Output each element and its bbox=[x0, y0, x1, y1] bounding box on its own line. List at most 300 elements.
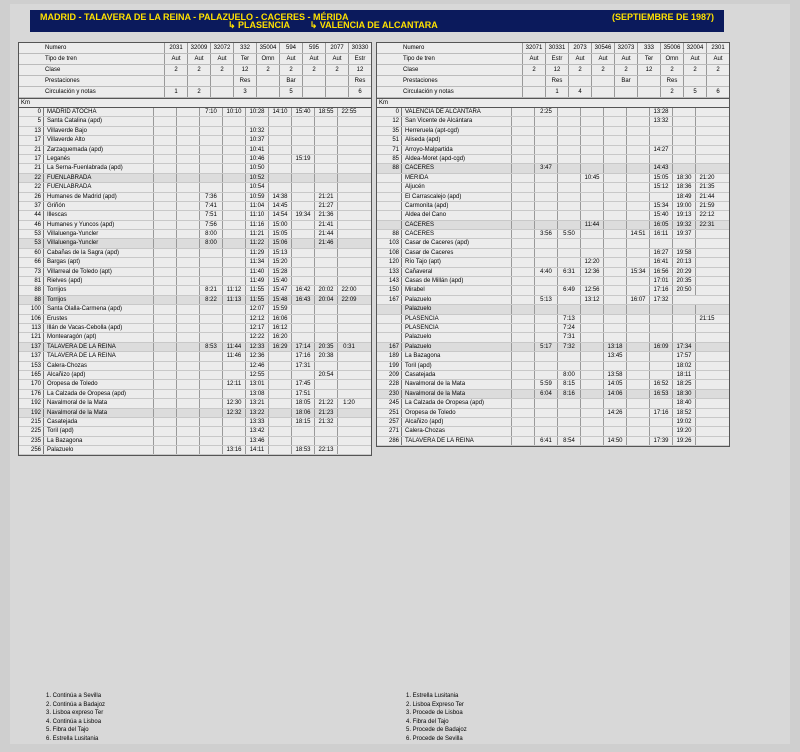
station-name: MÉRIDA bbox=[401, 174, 511, 182]
time-cells bbox=[511, 230, 729, 238]
time-cell: 12:20 bbox=[580, 258, 603, 266]
header-cell: 2 bbox=[256, 65, 279, 75]
time-cell bbox=[511, 268, 534, 276]
time-cell bbox=[557, 164, 580, 172]
station-name: PLASENCIA bbox=[401, 315, 511, 323]
km-cell: 51 bbox=[392, 137, 399, 144]
time-cell bbox=[649, 418, 672, 426]
station-name: Toril (apd) bbox=[401, 362, 511, 370]
time-cell: 13:33 bbox=[245, 418, 268, 426]
header-cell: 2031 bbox=[164, 43, 187, 53]
time-cell: 22:09 bbox=[337, 296, 360, 304]
time-cells bbox=[153, 239, 371, 247]
station-name: Cabañas de la Sagra (apd) bbox=[43, 249, 153, 257]
station-name: Palazuelo bbox=[401, 305, 511, 313]
time-cell bbox=[557, 202, 580, 210]
header-cell: 2 bbox=[210, 65, 233, 75]
station-name: Toril (apd) bbox=[43, 427, 153, 435]
time-cell bbox=[695, 108, 718, 116]
header-cell: Ter bbox=[637, 54, 660, 64]
time-cell bbox=[603, 183, 626, 191]
time-cell bbox=[626, 390, 649, 398]
time-cell bbox=[153, 155, 176, 163]
time-cell bbox=[603, 286, 626, 294]
time-cell bbox=[580, 315, 603, 323]
station-name: Palazuelo bbox=[401, 296, 511, 304]
time-cells bbox=[511, 277, 729, 285]
note-item: 4. Continúa a Lisboa bbox=[46, 718, 102, 725]
time-cell: 12:56 bbox=[580, 286, 603, 294]
time-cell: 11:46 bbox=[222, 352, 245, 360]
time-cell bbox=[245, 117, 268, 125]
station-name: Calera-Chozas bbox=[43, 362, 153, 370]
time-cell: 14:54 bbox=[268, 211, 291, 219]
time-cell bbox=[291, 277, 314, 285]
time-cell: 8:15 bbox=[557, 380, 580, 388]
station-name: Palazuelo bbox=[401, 333, 511, 341]
time-cell bbox=[603, 230, 626, 238]
time-cell bbox=[268, 446, 291, 454]
time-cell: 20:38 bbox=[314, 352, 337, 360]
time-cell bbox=[511, 108, 534, 116]
station-row bbox=[19, 202, 371, 211]
time-cell: 22:31 bbox=[695, 221, 718, 229]
time-cell bbox=[268, 164, 291, 172]
time-cell bbox=[199, 183, 222, 191]
time-cell: 19:26 bbox=[672, 437, 695, 445]
km-cell: 46 bbox=[34, 221, 41, 228]
time-cell bbox=[291, 268, 314, 276]
time-cell: 13:42 bbox=[245, 427, 268, 435]
time-cell bbox=[603, 268, 626, 276]
time-cell: 10:32 bbox=[245, 127, 268, 135]
time-cell bbox=[649, 193, 672, 201]
time-cell: 19:13 bbox=[672, 211, 695, 219]
station-row bbox=[19, 399, 371, 408]
time-cell bbox=[199, 268, 222, 276]
time-cell: 21:32 bbox=[314, 418, 337, 426]
time-cell bbox=[222, 258, 245, 266]
km-cell: 26 bbox=[34, 193, 41, 200]
time-cells bbox=[153, 108, 371, 116]
header-cell: Res bbox=[348, 76, 371, 86]
time-cell: 15:34 bbox=[649, 202, 672, 210]
km-cell: 150 bbox=[388, 287, 399, 294]
station-row bbox=[377, 333, 729, 342]
time-cell: 21:27 bbox=[314, 202, 337, 210]
time-cell: 15:40 bbox=[649, 211, 672, 219]
time-cell bbox=[268, 437, 291, 445]
header-cell: Aut bbox=[187, 54, 210, 64]
time-cell bbox=[337, 324, 360, 332]
time-cell bbox=[222, 183, 245, 191]
time-cell: 15:00 bbox=[268, 221, 291, 229]
header-cell: Res bbox=[233, 76, 256, 86]
time-cell bbox=[557, 249, 580, 257]
time-cell: 16:09 bbox=[649, 343, 672, 351]
time-cells bbox=[511, 164, 729, 172]
time-cell: 5:17 bbox=[534, 343, 557, 351]
station-name: TALAVERA DE LA REINA bbox=[43, 352, 153, 360]
station-row bbox=[19, 239, 371, 248]
header-cell: 32004 bbox=[683, 43, 706, 53]
time-cell bbox=[153, 127, 176, 135]
time-cell bbox=[337, 258, 360, 266]
time-cell: 16:27 bbox=[649, 249, 672, 257]
time-cell: 22:00 bbox=[337, 286, 360, 294]
time-cell bbox=[580, 164, 603, 172]
header-cell: 12 bbox=[545, 65, 568, 75]
time-cell: 15:12 bbox=[649, 183, 672, 191]
header-cell: 333 bbox=[637, 43, 660, 53]
station-row bbox=[19, 296, 371, 305]
time-cells bbox=[511, 437, 729, 445]
time-cell bbox=[557, 352, 580, 360]
km-cell: 257 bbox=[388, 418, 399, 425]
time-cells bbox=[153, 277, 371, 285]
time-cell bbox=[268, 399, 291, 407]
time-cell bbox=[672, 239, 695, 247]
time-cell bbox=[580, 409, 603, 417]
time-cell bbox=[557, 193, 580, 201]
station-row bbox=[377, 258, 729, 267]
time-cells bbox=[511, 117, 729, 125]
time-cell: 15:28 bbox=[268, 268, 291, 276]
time-cell: 21:41 bbox=[314, 221, 337, 229]
note-item: 6. Estrella Lusitania bbox=[46, 735, 99, 742]
station-row bbox=[377, 268, 729, 277]
time-cell bbox=[153, 333, 176, 341]
time-cell bbox=[511, 333, 534, 341]
km-cell: 103 bbox=[388, 240, 399, 247]
station-row bbox=[19, 437, 371, 446]
time-cell bbox=[176, 324, 199, 332]
header-cell: Ter bbox=[233, 54, 256, 64]
station-name: Navalmoral de la Mata bbox=[401, 380, 511, 388]
time-cell bbox=[695, 155, 718, 163]
time-cell bbox=[580, 277, 603, 285]
station-name: Leganés bbox=[43, 155, 153, 163]
time-cell bbox=[511, 324, 534, 332]
time-cell bbox=[199, 174, 222, 182]
time-cell bbox=[511, 371, 534, 379]
time-cell: 7:32 bbox=[557, 343, 580, 351]
time-cell bbox=[291, 146, 314, 154]
time-cell: 12:30 bbox=[222, 399, 245, 407]
time-cell bbox=[534, 221, 557, 229]
time-cell bbox=[199, 390, 222, 398]
time-cell: 15:59 bbox=[268, 305, 291, 313]
header-label: Prestaciones bbox=[403, 78, 438, 84]
time-cell bbox=[649, 333, 672, 341]
time-cell: 8:21 bbox=[199, 286, 222, 294]
station-name: Rielves (apd) bbox=[43, 277, 153, 285]
time-cell: 20:29 bbox=[672, 268, 695, 276]
time-cell: 7:13 bbox=[557, 315, 580, 323]
station-row bbox=[19, 315, 371, 324]
time-cell bbox=[176, 117, 199, 125]
time-cells bbox=[511, 258, 729, 266]
station-row bbox=[19, 305, 371, 314]
time-cell: 21:44 bbox=[314, 230, 337, 238]
header-values bbox=[164, 87, 371, 97]
time-cell: 7:56 bbox=[199, 221, 222, 229]
time-cell: 12:07 bbox=[245, 305, 268, 313]
time-cell bbox=[511, 174, 534, 182]
station-name: Alcañizo (apd) bbox=[43, 371, 153, 379]
time-cell: 17:14 bbox=[291, 343, 314, 351]
time-cell: 19:34 bbox=[291, 211, 314, 219]
time-cells bbox=[153, 315, 371, 323]
header-cell: Aut bbox=[210, 54, 233, 64]
time-cell bbox=[176, 352, 199, 360]
time-cells bbox=[153, 427, 371, 435]
time-cell: 13:18 bbox=[603, 343, 626, 351]
time-cell: 20:04 bbox=[314, 296, 337, 304]
time-cell bbox=[672, 315, 695, 323]
time-cell bbox=[695, 390, 718, 398]
time-cell: 21:46 bbox=[314, 239, 337, 247]
station-row bbox=[19, 249, 371, 258]
time-cell bbox=[511, 427, 534, 435]
time-cell: 21:15 bbox=[695, 315, 718, 323]
time-cell bbox=[199, 427, 222, 435]
time-cell bbox=[626, 371, 649, 379]
time-cell bbox=[268, 371, 291, 379]
station-name: La Calzada de Oropesa (apd) bbox=[401, 399, 511, 407]
station-row bbox=[377, 437, 729, 446]
station-name: FUENLABRADA bbox=[43, 174, 153, 182]
note-item: 4. Fibra del Tajo bbox=[406, 718, 449, 725]
time-cell: 12:33 bbox=[245, 343, 268, 351]
km-cell: 53 bbox=[34, 231, 41, 238]
time-cell bbox=[626, 333, 649, 341]
time-cell: 7:41 bbox=[199, 202, 222, 210]
time-cell bbox=[153, 193, 176, 201]
station-name: Casar de Caceres (apd) bbox=[401, 239, 511, 247]
station-row bbox=[19, 258, 371, 267]
time-cell bbox=[268, 174, 291, 182]
time-cell bbox=[557, 399, 580, 407]
time-cell bbox=[557, 136, 580, 144]
time-cell: 19:32 bbox=[672, 221, 695, 229]
km-cell: 100 bbox=[30, 306, 41, 313]
time-cells bbox=[153, 117, 371, 125]
time-cell bbox=[695, 117, 718, 125]
km-cell: 17 bbox=[34, 155, 41, 162]
station-row bbox=[377, 286, 729, 295]
header-cell: Aut bbox=[614, 54, 637, 64]
station-row bbox=[19, 343, 371, 352]
time-cell bbox=[337, 221, 360, 229]
header-cell bbox=[302, 76, 325, 86]
km-cell: 167 bbox=[388, 343, 399, 350]
time-cell bbox=[153, 362, 176, 370]
km-cell: 189 bbox=[388, 353, 399, 360]
time-cell bbox=[580, 343, 603, 351]
time-cell bbox=[222, 305, 245, 313]
time-cell bbox=[291, 193, 314, 201]
time-cell bbox=[222, 390, 245, 398]
station-row bbox=[19, 286, 371, 295]
header-cell: 5 bbox=[279, 87, 302, 97]
time-cell bbox=[153, 202, 176, 210]
time-cell: 16:05 bbox=[649, 221, 672, 229]
time-cell bbox=[672, 155, 695, 163]
time-cell bbox=[199, 258, 222, 266]
time-cell bbox=[337, 390, 360, 398]
time-cell bbox=[672, 164, 695, 172]
time-cell bbox=[557, 296, 580, 304]
note-item: 3. Lisboa expreso Ter bbox=[46, 710, 104, 716]
time-cell: 17:16 bbox=[291, 352, 314, 360]
header-cell: Aut bbox=[522, 54, 545, 64]
time-cell bbox=[626, 146, 649, 154]
header-label: Prestaciones bbox=[45, 78, 80, 84]
header-cell: 32073 bbox=[614, 43, 637, 53]
time-cell: 17:16 bbox=[649, 409, 672, 417]
station-name: Casar de Caceres bbox=[401, 249, 511, 257]
time-cell bbox=[337, 333, 360, 341]
time-cell bbox=[580, 136, 603, 144]
station-name: VALENCIA DE ALCÁNTARA bbox=[401, 108, 511, 116]
time-cell bbox=[603, 296, 626, 304]
station-row bbox=[377, 305, 729, 314]
header-values bbox=[522, 43, 729, 53]
time-cell bbox=[534, 193, 557, 201]
time-cell bbox=[268, 352, 291, 360]
time-cell bbox=[314, 174, 337, 182]
header-cell: 32071 bbox=[522, 43, 545, 53]
header-cell: 6 bbox=[348, 87, 371, 97]
time-cells bbox=[153, 164, 371, 172]
time-cell bbox=[626, 221, 649, 229]
header-cell: Aut bbox=[683, 54, 706, 64]
station-name: Torrijos bbox=[43, 286, 153, 294]
time-cell: 19:20 bbox=[672, 427, 695, 435]
time-cell bbox=[176, 193, 199, 201]
time-cells bbox=[153, 371, 371, 379]
header-cell bbox=[210, 76, 233, 86]
time-cell bbox=[511, 193, 534, 201]
time-cells bbox=[511, 352, 729, 360]
time-cell: 14:50 bbox=[603, 437, 626, 445]
time-cell bbox=[314, 183, 337, 191]
time-cell bbox=[222, 315, 245, 323]
time-cell bbox=[176, 371, 199, 379]
time-cell: 6:41 bbox=[534, 437, 557, 445]
time-cells bbox=[511, 324, 729, 332]
time-cell bbox=[626, 211, 649, 219]
km-cell: 120 bbox=[388, 259, 399, 266]
time-cell bbox=[222, 193, 245, 201]
time-cell bbox=[337, 446, 360, 454]
header-cell bbox=[591, 87, 614, 97]
time-cell bbox=[557, 146, 580, 154]
header-label: Numero bbox=[45, 45, 67, 51]
branch-plasencia: ↳ PLASENCIA bbox=[228, 20, 290, 30]
time-cell bbox=[176, 258, 199, 266]
timetable-header bbox=[19, 43, 371, 99]
time-cell: 17:31 bbox=[291, 362, 314, 370]
km-cell: 13 bbox=[34, 127, 41, 134]
header-values bbox=[164, 65, 371, 75]
station-name: Humanes de Madrid (apd) bbox=[43, 193, 153, 201]
km-cell: 192 bbox=[30, 409, 41, 416]
header-cell bbox=[614, 87, 637, 97]
time-cell bbox=[314, 315, 337, 323]
station-row bbox=[377, 202, 729, 211]
time-cell bbox=[672, 324, 695, 332]
time-cell bbox=[534, 174, 557, 182]
header-cell: Estr bbox=[348, 54, 371, 64]
km-cell: 88 bbox=[34, 287, 41, 294]
km-cell: 137 bbox=[30, 343, 41, 350]
time-cell bbox=[511, 362, 534, 370]
time-cell: 7:10 bbox=[199, 108, 222, 116]
time-cell bbox=[695, 437, 718, 445]
header-cell: 2 bbox=[522, 65, 545, 75]
time-cell bbox=[222, 230, 245, 238]
time-cells bbox=[511, 333, 729, 341]
time-cell bbox=[268, 418, 291, 426]
station-row bbox=[19, 409, 371, 418]
station-row bbox=[19, 268, 371, 277]
time-cell: 8:22 bbox=[199, 296, 222, 304]
header-cell bbox=[568, 76, 591, 86]
time-cells bbox=[511, 146, 729, 154]
station-name: PLASENCIA bbox=[401, 324, 511, 332]
time-cell bbox=[291, 305, 314, 313]
time-cell bbox=[626, 305, 649, 313]
time-cell bbox=[580, 362, 603, 370]
class-row bbox=[19, 65, 371, 76]
time-cell bbox=[580, 399, 603, 407]
time-cell: 12:46 bbox=[245, 362, 268, 370]
time-cell bbox=[337, 136, 360, 144]
time-cells bbox=[153, 136, 371, 144]
services-row bbox=[19, 76, 371, 87]
station-row bbox=[19, 146, 371, 155]
station-row bbox=[19, 333, 371, 342]
header-cell: Bar bbox=[279, 76, 302, 86]
time-cell bbox=[337, 155, 360, 163]
time-cell: 17:45 bbox=[291, 380, 314, 388]
header-cell: 2 bbox=[279, 65, 302, 75]
time-cell bbox=[176, 146, 199, 154]
header-cell: Aut bbox=[279, 54, 302, 64]
header-cell bbox=[522, 76, 545, 86]
time-cell bbox=[511, 155, 534, 163]
station-name: Villaverde Alto bbox=[43, 136, 153, 144]
time-cell bbox=[626, 249, 649, 257]
time-cell bbox=[314, 362, 337, 370]
station-name: Herreruela (apt-cgd) bbox=[401, 127, 511, 135]
time-cell: 15:06 bbox=[268, 239, 291, 247]
header-cell: Aut bbox=[706, 54, 729, 64]
header-cell: 2 bbox=[325, 65, 348, 75]
time-cell bbox=[314, 437, 337, 445]
time-cell bbox=[153, 390, 176, 398]
header-cell: Omn bbox=[660, 54, 683, 64]
time-cells bbox=[511, 202, 729, 210]
time-cell: 10:10 bbox=[222, 108, 245, 116]
train-type-row bbox=[19, 54, 371, 65]
time-cell: 14:51 bbox=[626, 230, 649, 238]
time-cell: 3:47 bbox=[534, 164, 557, 172]
header-cell: Bar bbox=[614, 76, 637, 86]
time-cell bbox=[222, 146, 245, 154]
